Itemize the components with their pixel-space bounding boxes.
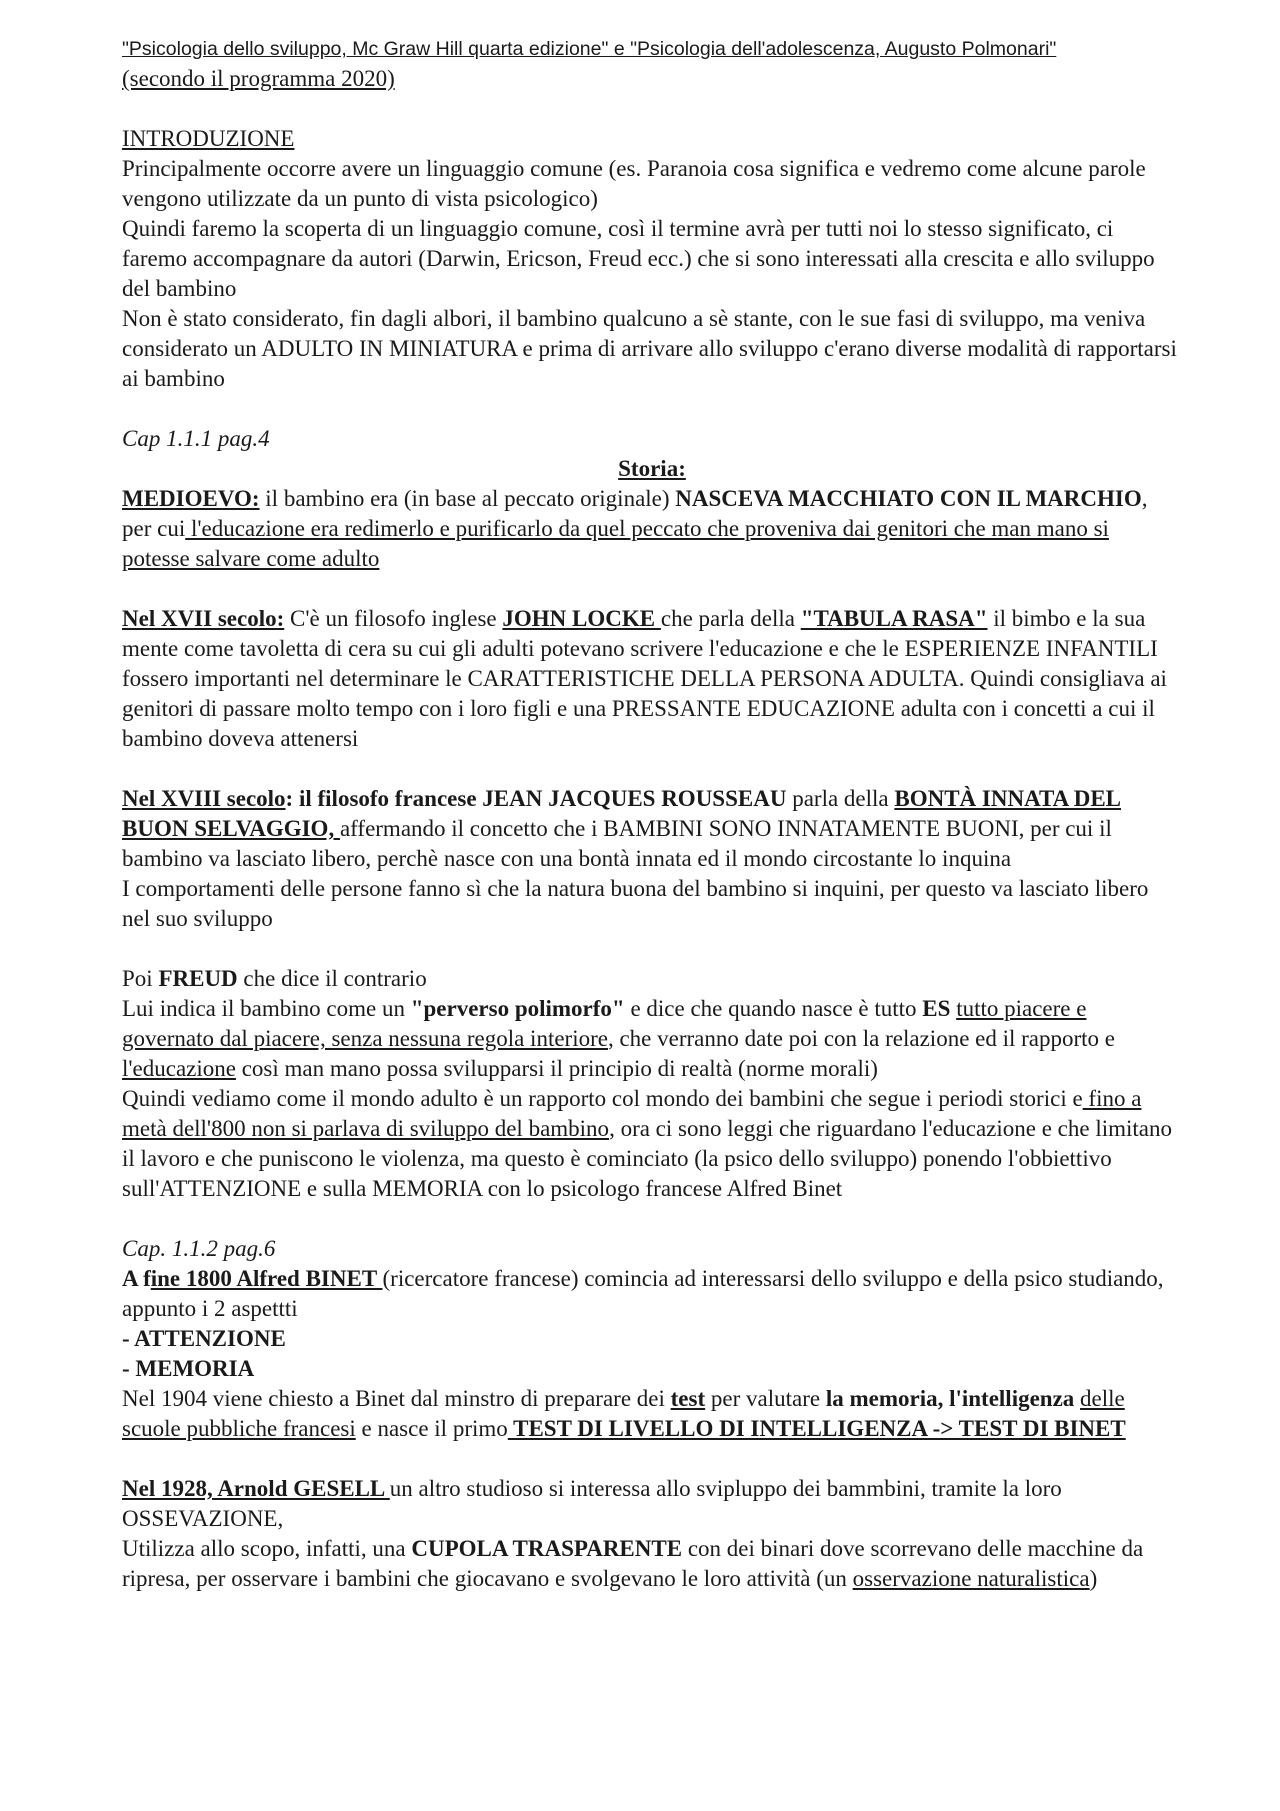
underlined-span: delle scuole pubbliche francesi — [122, 1386, 1125, 1441]
name-freud: FREUD — [158, 966, 238, 991]
text-span: un altro studioso si interessa allo svipluppo dei bammbini, tramite la loro OSSEVAZIONE, — [122, 1476, 1062, 1531]
intro-title: INTRODUZIONE — [122, 126, 295, 151]
name-john-locke: JOHN LOCKE — [502, 606, 661, 631]
paragraph-freud-2 — [122, 1084, 1182, 1204]
text-span: ) — [1089, 1566, 1098, 1591]
paragraph-xviii-secolo-2: I comportamenti delle persone fanno sì che la natura buona del bambino si inquini, per questo va lasciato libero nel suo sviluppo — [122, 876, 1149, 931]
underlined-span: osservazione naturalistica — [852, 1566, 1090, 1591]
header-books: "Psicologia dello sviluppo, Mc Graw Hill quarta edizione" e "Psicologia dell'adolescenza, Augusto Polmonari" — [122, 38, 1057, 60]
paragraph-freud-1 — [122, 994, 1182, 1084]
list-item-memoria: - MEMORIA — [122, 1356, 255, 1381]
text-span: (ricercatore francese) comincia ad interessarsi dello sviluppo e della psico studiando, appunto i 2 aspettti — [122, 1266, 1164, 1321]
underlined-span: fino a metà dell'800 non si parlava di sviluppo del bambino — [122, 1086, 1142, 1141]
name-rousseau: il filosofo francese JEAN JACQUES ROUSSEAU — [298, 786, 787, 811]
term-perverso-polimorfo: "perverso polimorfo" — [410, 996, 625, 1021]
text-span: per valutare — [705, 1386, 826, 1411]
intro-paragraph-3: Non è stato considerato, fin dagli albori, il bambino qualcuno a sè stante, con le sue fasi di sviluppo, ma veniva considerato un ADULTO IN MINIATURA e prima di arrivare allo sviluppo c'erano diverse modalità di rapportarsi ai bambino — [122, 306, 1177, 391]
paragraph-gesell — [122, 1474, 1182, 1534]
term-memoria-intelligenza: la memoria, l'intelligenza — [825, 1386, 1075, 1411]
text-span: affermando il concetto che i BAMBINI SONO INNATAMENTE BUONI, per cui il bambino va lasciato libero, perchè nasce con una bontà innata ed il mondo circostante lo inquina — [122, 816, 1112, 871]
paragraph-xviii-secolo — [122, 784, 1182, 874]
paragraph-binet-test — [122, 1384, 1182, 1444]
label-medioevo: MEDIOEVO: — [122, 486, 260, 511]
text-span: il bimbo e la sua mente come tavoletta di cera su cui gli adulti potevano scrivere l'educazione e che le ESPERIENZE INFANTILI fossero importanti nel determinare le CARATTERISTICHE DELLA PERSONA ADULTA. Quindi consigliava ai genitori di passare molto tempo con i loro figli e una PRESSANTE EDUCAZIONE adulta con i concetti a cui il bambino doveva attenersi — [122, 606, 1167, 751]
text-span: che parla della — [660, 606, 801, 631]
text-span: , per cui — [122, 486, 1148, 541]
label-xviii-secolo: Nel XVIII secolo — [122, 786, 286, 811]
text-span: Utilizza allo scopo, infatti, una — [122, 1536, 412, 1561]
intro-paragraph-2: Quindi faremo la scoperta di un linguaggio comune, così il termine avrà per tutti noi lo stesso significato, ci faremo accompagnare da autori (Darwin, Ericson, Freud ecc.) che si sono interessati alla crescita e allo sviluppo del bambino — [122, 216, 1155, 301]
text-span: Nel 1904 viene chiesto a Binet dal minstro di preparare dei — [122, 1386, 671, 1411]
text-span: e dice che quando nasce è tutto — [624, 996, 923, 1021]
list-item-attenzione: - ATTENZIONE — [122, 1326, 286, 1351]
paragraph-gesell-2 — [122, 1534, 1182, 1594]
text-span: che dice il contrario — [237, 966, 427, 991]
text-span: , ora ci sono leggi che riguardano l'educazione e che limitano il lavoro e che puniscono le violenza, ma questo è cominciato (la psico dello sviluppo) ponendo l'obbiettivo sull'ATTENZIONE e sulla MEMORIA con lo psicologo francese Alfred Binet — [122, 1116, 1173, 1201]
paragraph-freud-intro — [122, 964, 1182, 994]
text-span: così man mano possa svilupparsi il principio di realtà (norme morali) — [235, 1056, 878, 1081]
section-title-storia: Storia: — [618, 456, 686, 481]
term-test: test — [670, 1386, 706, 1411]
text-span: parla della — [786, 786, 895, 811]
term-tabula-rasa: "TABULA RASA" — [800, 606, 988, 631]
text-span: Quindi vediamo come il mondo adulto è un rapporto col mondo dei bambini che segue i periodi storici e — [122, 1086, 1083, 1111]
term-bonta-innata: BONTÀ INNATA DEL BUON SELVAGGIO, — [122, 786, 1122, 841]
text-span: il bambino era (in base al peccato originale) — [259, 486, 676, 511]
label-xvii-secolo: Nel XVII secolo: — [122, 606, 285, 631]
label-fine-1800-binet: ine 1800 Alfred BINET — [150, 1266, 383, 1291]
text-span: con dei binari dove scorrevano delle macchine da ripresa, per osservare i bambini che giocavano e svolgevano le loro attività (un — [122, 1536, 1144, 1591]
text-span: Lui indica il bambino come un — [122, 996, 411, 1021]
paragraph-binet — [122, 1264, 1182, 1324]
label-gesell: Nel 1928, Arnold GESELL — [122, 1476, 390, 1501]
chapter-ref-1: Cap 1.1.1 pag.4 — [122, 426, 270, 451]
underlined-span: tutto piacere e governato dal piacere, senza nessuna regola interiore — [122, 996, 1087, 1051]
underlined-span: l'educazione — [122, 1056, 236, 1081]
chapter-ref-2: Cap. 1.1.2 pag.6 — [122, 1236, 276, 1261]
term-cupola-trasparente: CUPOLA TRASPARENTE — [411, 1536, 683, 1561]
text-span: e nasce il primo — [355, 1416, 508, 1441]
document-body — [122, 34, 1182, 1594]
term-es: ES — [922, 996, 951, 1021]
paragraph-xvii-secolo — [122, 604, 1182, 754]
intro-paragraph-1: Principalmente occorre avere un linguaggio comune (es. Paranoia cosa significa e vedremo come alcune parole vengono utilizzate da un punto di vista psicologico) — [122, 156, 1146, 211]
underlined-span: l'educazione era redimerlo e purificarlo da quel peccato che proveniva dai genitori che man mano si potesse salvare come adulto — [122, 516, 1109, 571]
header-program: (secondo il programma 2020) — [122, 66, 395, 91]
text-span: , che verranno date poi con la relazione ed il rapporto e — [607, 1026, 1116, 1051]
bold-span: NASCEVA MACCHIATO CON IL MARCHIO — [675, 486, 1142, 511]
paragraph-medioevo — [122, 484, 1182, 574]
text-span: Poi — [122, 966, 159, 991]
term-test-di-binet: TEST DI LIVELLO DI INTELLIGENZA -> TEST DI BINET — [507, 1416, 1126, 1441]
text-span: A f — [122, 1266, 151, 1291]
text-span: : — [285, 786, 299, 811]
text-span: C'è un filosofo inglese — [284, 606, 503, 631]
